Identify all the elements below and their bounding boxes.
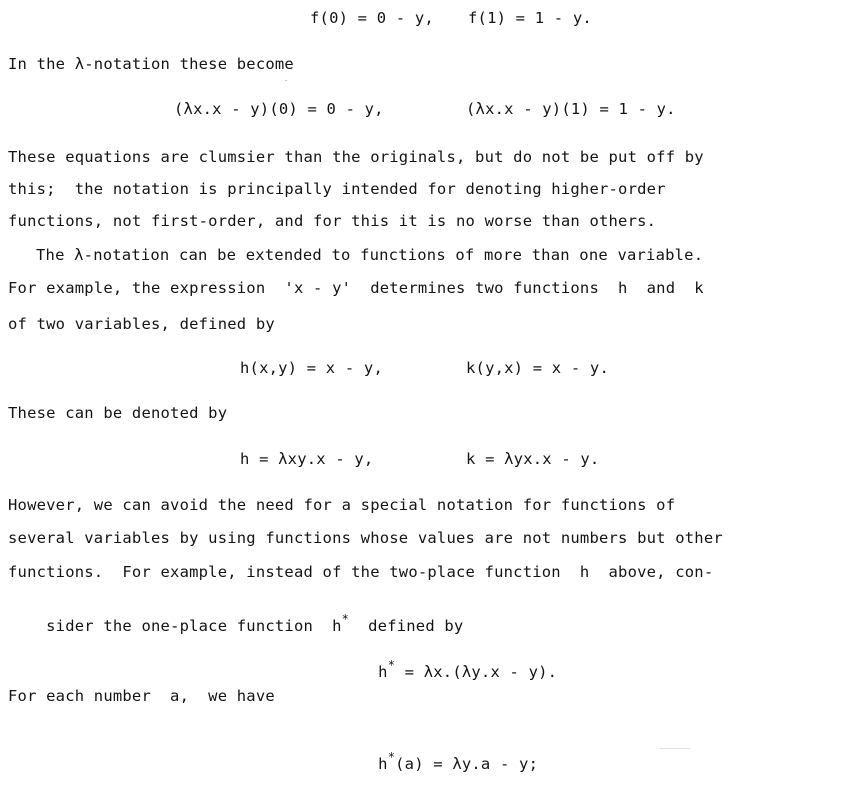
superscript-star: *: [387, 658, 396, 672]
scan-speck: [660, 748, 690, 749]
equation-k: k(y,x) = x - y.: [466, 359, 609, 377]
equation-f0: f(0) = 0 - y,: [310, 9, 434, 27]
text-line: In the λ-notation these become: [8, 55, 294, 73]
equation-lambda-0: (λx.x - y)(0) = 0 - y,: [174, 100, 384, 118]
equation-h: h(x,y) = x - y,: [240, 359, 383, 377]
superscript-star: *: [341, 612, 350, 626]
equation-h-star-a: [340, 734, 538, 794]
text-line: However, we can avoid the need for a special notation for functions of: [8, 496, 676, 514]
text-line: several variables by using functions whose values are not numbers but other: [8, 529, 723, 547]
text-line: These can be denoted by: [8, 404, 228, 422]
equation-h-lambda: h = λxy.x - y,: [240, 450, 374, 468]
equation-h-star-a-rhs: (a) = λy.a - y;: [395, 755, 539, 773]
text-line: For each number a, we have: [8, 687, 275, 705]
text-line: of two variables, defined by: [8, 315, 275, 333]
equation-lambda-1: (λx.x - y)(1) = 1 - y.: [466, 100, 676, 118]
text-line: The λ-notation can be extended to functions of more than one variable.: [36, 246, 704, 264]
equation-h-star-rhs: = λx.(λy.x - y).: [395, 663, 558, 681]
equation-h-star-a-base: h: [378, 755, 388, 773]
text-line: functions, not first-order, and for this it is no worse than others.: [8, 212, 657, 230]
equation-k-lambda: k = λyx.x - y.: [466, 450, 600, 468]
equation-f1: f(1) = 1 - y.: [468, 9, 592, 27]
text-line: These equations are clumsier than the originals, but do not be put off by: [8, 148, 704, 166]
equation-h-star-base: h: [378, 663, 388, 681]
text-before-superscript: sider the one-place function h: [46, 617, 342, 635]
text-line: functions. For example, instead of the two-place function h above, con-: [8, 563, 714, 581]
superscript-star: *: [387, 750, 396, 764]
text-line: this; the notation is principally intended for denoting higher-order: [8, 180, 666, 198]
equation-h-star: [340, 642, 557, 702]
scan-speck: [285, 80, 287, 81]
text-after-superscript: defined by: [349, 617, 464, 635]
text-line: For example, the expression 'x - y' determines two functions h and k: [8, 279, 704, 297]
